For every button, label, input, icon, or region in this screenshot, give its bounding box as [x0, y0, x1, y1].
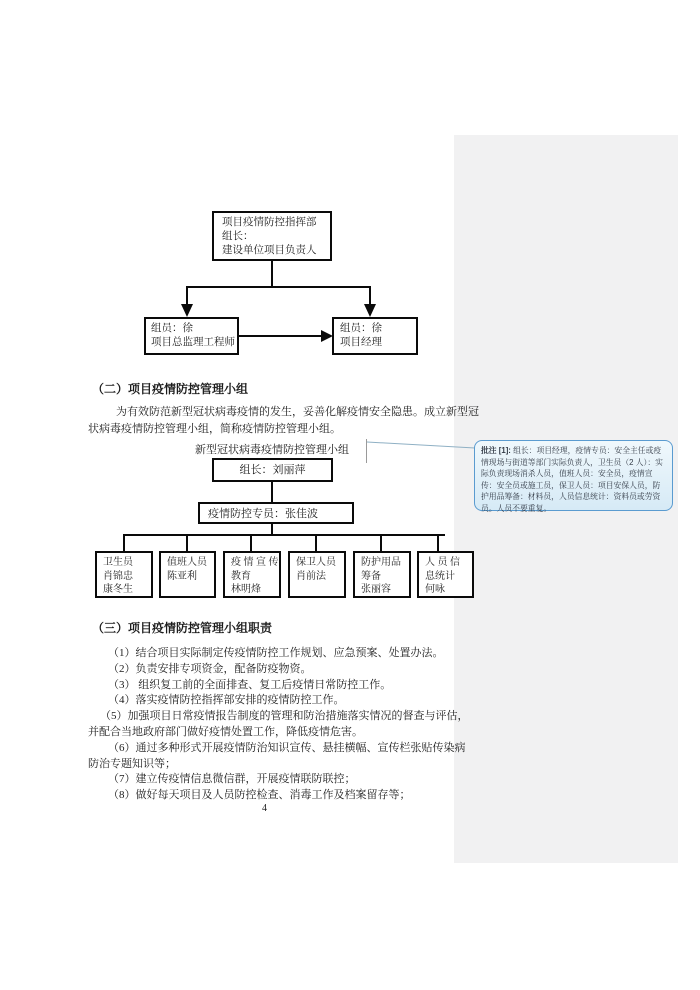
chart2-leader-box: 组长：刘丽萍 — [212, 458, 333, 482]
member-name: 肖锦忠 — [103, 570, 133, 582]
connector-line — [271, 260, 273, 287]
member-box-publicity — [223, 551, 281, 598]
connector-line — [271, 481, 273, 502]
comment-text: 组长：项目经理，疫情专员：安全主任或疫情现场与街道等部门实际负责人，卫生员（2 人）：实际负责现场消杀人员，值班人员：安全员，疫情宣传：安全员或施工员，保卫人员：项目安保人员，防护用品筹备：材料员，人员信息统计：资料员或劳资员。人员不要重复。 — [481, 446, 663, 513]
section3-duty-list — [88, 646, 469, 804]
chart1-command-line1: 项目疫情防控指挥部 — [222, 217, 317, 228]
list-item: （8）做好每天项目及人员防控检查、消毒工作及档案留存等； — [108, 789, 411, 802]
connector-line — [239, 335, 323, 337]
connector-line — [315, 536, 317, 551]
list-item: （2）负责安排专项资金，配备防疫物资。 — [108, 662, 312, 675]
connector-line — [186, 288, 188, 305]
list-item: （6）通过多种形式开展疫情防治知识宣传、悬挂横幅、宣传栏张贴传染病 — [108, 741, 466, 754]
member-role: 教育 — [231, 570, 251, 582]
member-box-duty — [159, 551, 216, 598]
member-name: 陈亚利 — [167, 570, 197, 582]
list-item: （4）落实疫情防控指挥部安排的疫情防控工作。 — [108, 694, 345, 707]
member-role: 防护用品 — [361, 557, 401, 568]
connector-line — [250, 536, 252, 551]
chart1-supervisor-line2: 项目总监理工程师 — [151, 337, 235, 348]
list-item-continuation: 防治专题知识等； — [88, 757, 176, 770]
chart1-supervisor-line1: 组员：徐 — [151, 323, 193, 334]
member-name: 肖前法 — [296, 570, 326, 582]
member-name: 张丽容 — [361, 584, 391, 595]
member-name: 何咏 — [425, 584, 445, 595]
section3-heading: （三）项目疫情防控管理小组职责 — [92, 621, 273, 635]
list-item: （7）建立传疫情信息微信群，开展疫情联防联控； — [108, 773, 356, 786]
connector-line — [186, 286, 371, 288]
section2-paragraph — [88, 404, 479, 437]
member-role: 息统计 — [425, 570, 455, 582]
member-box-supplies — [353, 551, 411, 598]
member-role: 疫 情 宣 传 — [231, 557, 279, 568]
chart1-manager-box — [332, 317, 418, 355]
member-role: 值班人员 — [167, 557, 207, 568]
member-name: 康冬生 — [103, 584, 133, 595]
comment-label: 批注 [1]: — [481, 446, 511, 455]
chart1-supervisor-box — [144, 317, 239, 355]
list-item-continuation: 并配合当地政府部门做好疫情处置工作，降低疫情危害。 — [88, 725, 363, 738]
page-number: 4 — [262, 803, 267, 814]
connector-line — [186, 536, 188, 551]
connector-line — [437, 536, 439, 551]
chart1-command-box — [212, 211, 332, 261]
member-box-health — [95, 551, 153, 598]
connector-line — [380, 536, 382, 551]
list-item: （5）加强项目日常疫情报告制度的管理和防治措施落实情况的督查与评估， — [100, 710, 469, 723]
member-box-security — [288, 551, 346, 598]
list-item: （3） 组织复工前的全面排查、复工后疫情日常防控工作。 — [108, 678, 392, 691]
connector-line — [123, 534, 445, 536]
member-role: 筹备 — [361, 570, 381, 582]
chart1-command-line3: 建设单位项目负责人 — [222, 245, 317, 256]
comment-connector-line — [367, 441, 475, 451]
section2-heading: （二）项目疫情防控管理小组 — [92, 382, 249, 396]
arrow-down-icon — [364, 304, 376, 317]
member-role: 保卫人员 — [296, 557, 336, 568]
member-role: 卫生员 — [103, 557, 133, 568]
chart1-command-line2: 组长： — [222, 231, 254, 242]
chart1-manager-line2: 项目经理 — [340, 337, 382, 348]
arrow-down-icon — [181, 304, 193, 317]
paragraph-line: 为有效防范新型冠状病毒疫情的发生，妥善化解疫情安全隐患。成立新型冠 — [116, 406, 479, 418]
member-name: 林明烽 — [231, 584, 261, 595]
arrow-right-icon — [321, 330, 333, 342]
comment-bubble[interactable] — [474, 440, 673, 511]
paragraph-line: 状病毒疫情防控管理小组，简称疫情防控管理小组。 — [88, 422, 341, 435]
member-box-statistics — [417, 551, 474, 598]
connector-line — [123, 536, 125, 551]
member-role: 人 员 信 — [425, 557, 460, 568]
chart2-specialist-box: 疫情防控专员：张佳波 — [198, 502, 354, 524]
list-item: （1）结合项目实际制定传疫情防控工作规划、应急预案、处置办法。 — [108, 647, 444, 659]
connector-line — [369, 288, 371, 305]
chart1-manager-line1: 组员：徐 — [340, 323, 382, 334]
chart2-title: 新型冠状病毒疫情防控管理小组 — [195, 444, 349, 456]
